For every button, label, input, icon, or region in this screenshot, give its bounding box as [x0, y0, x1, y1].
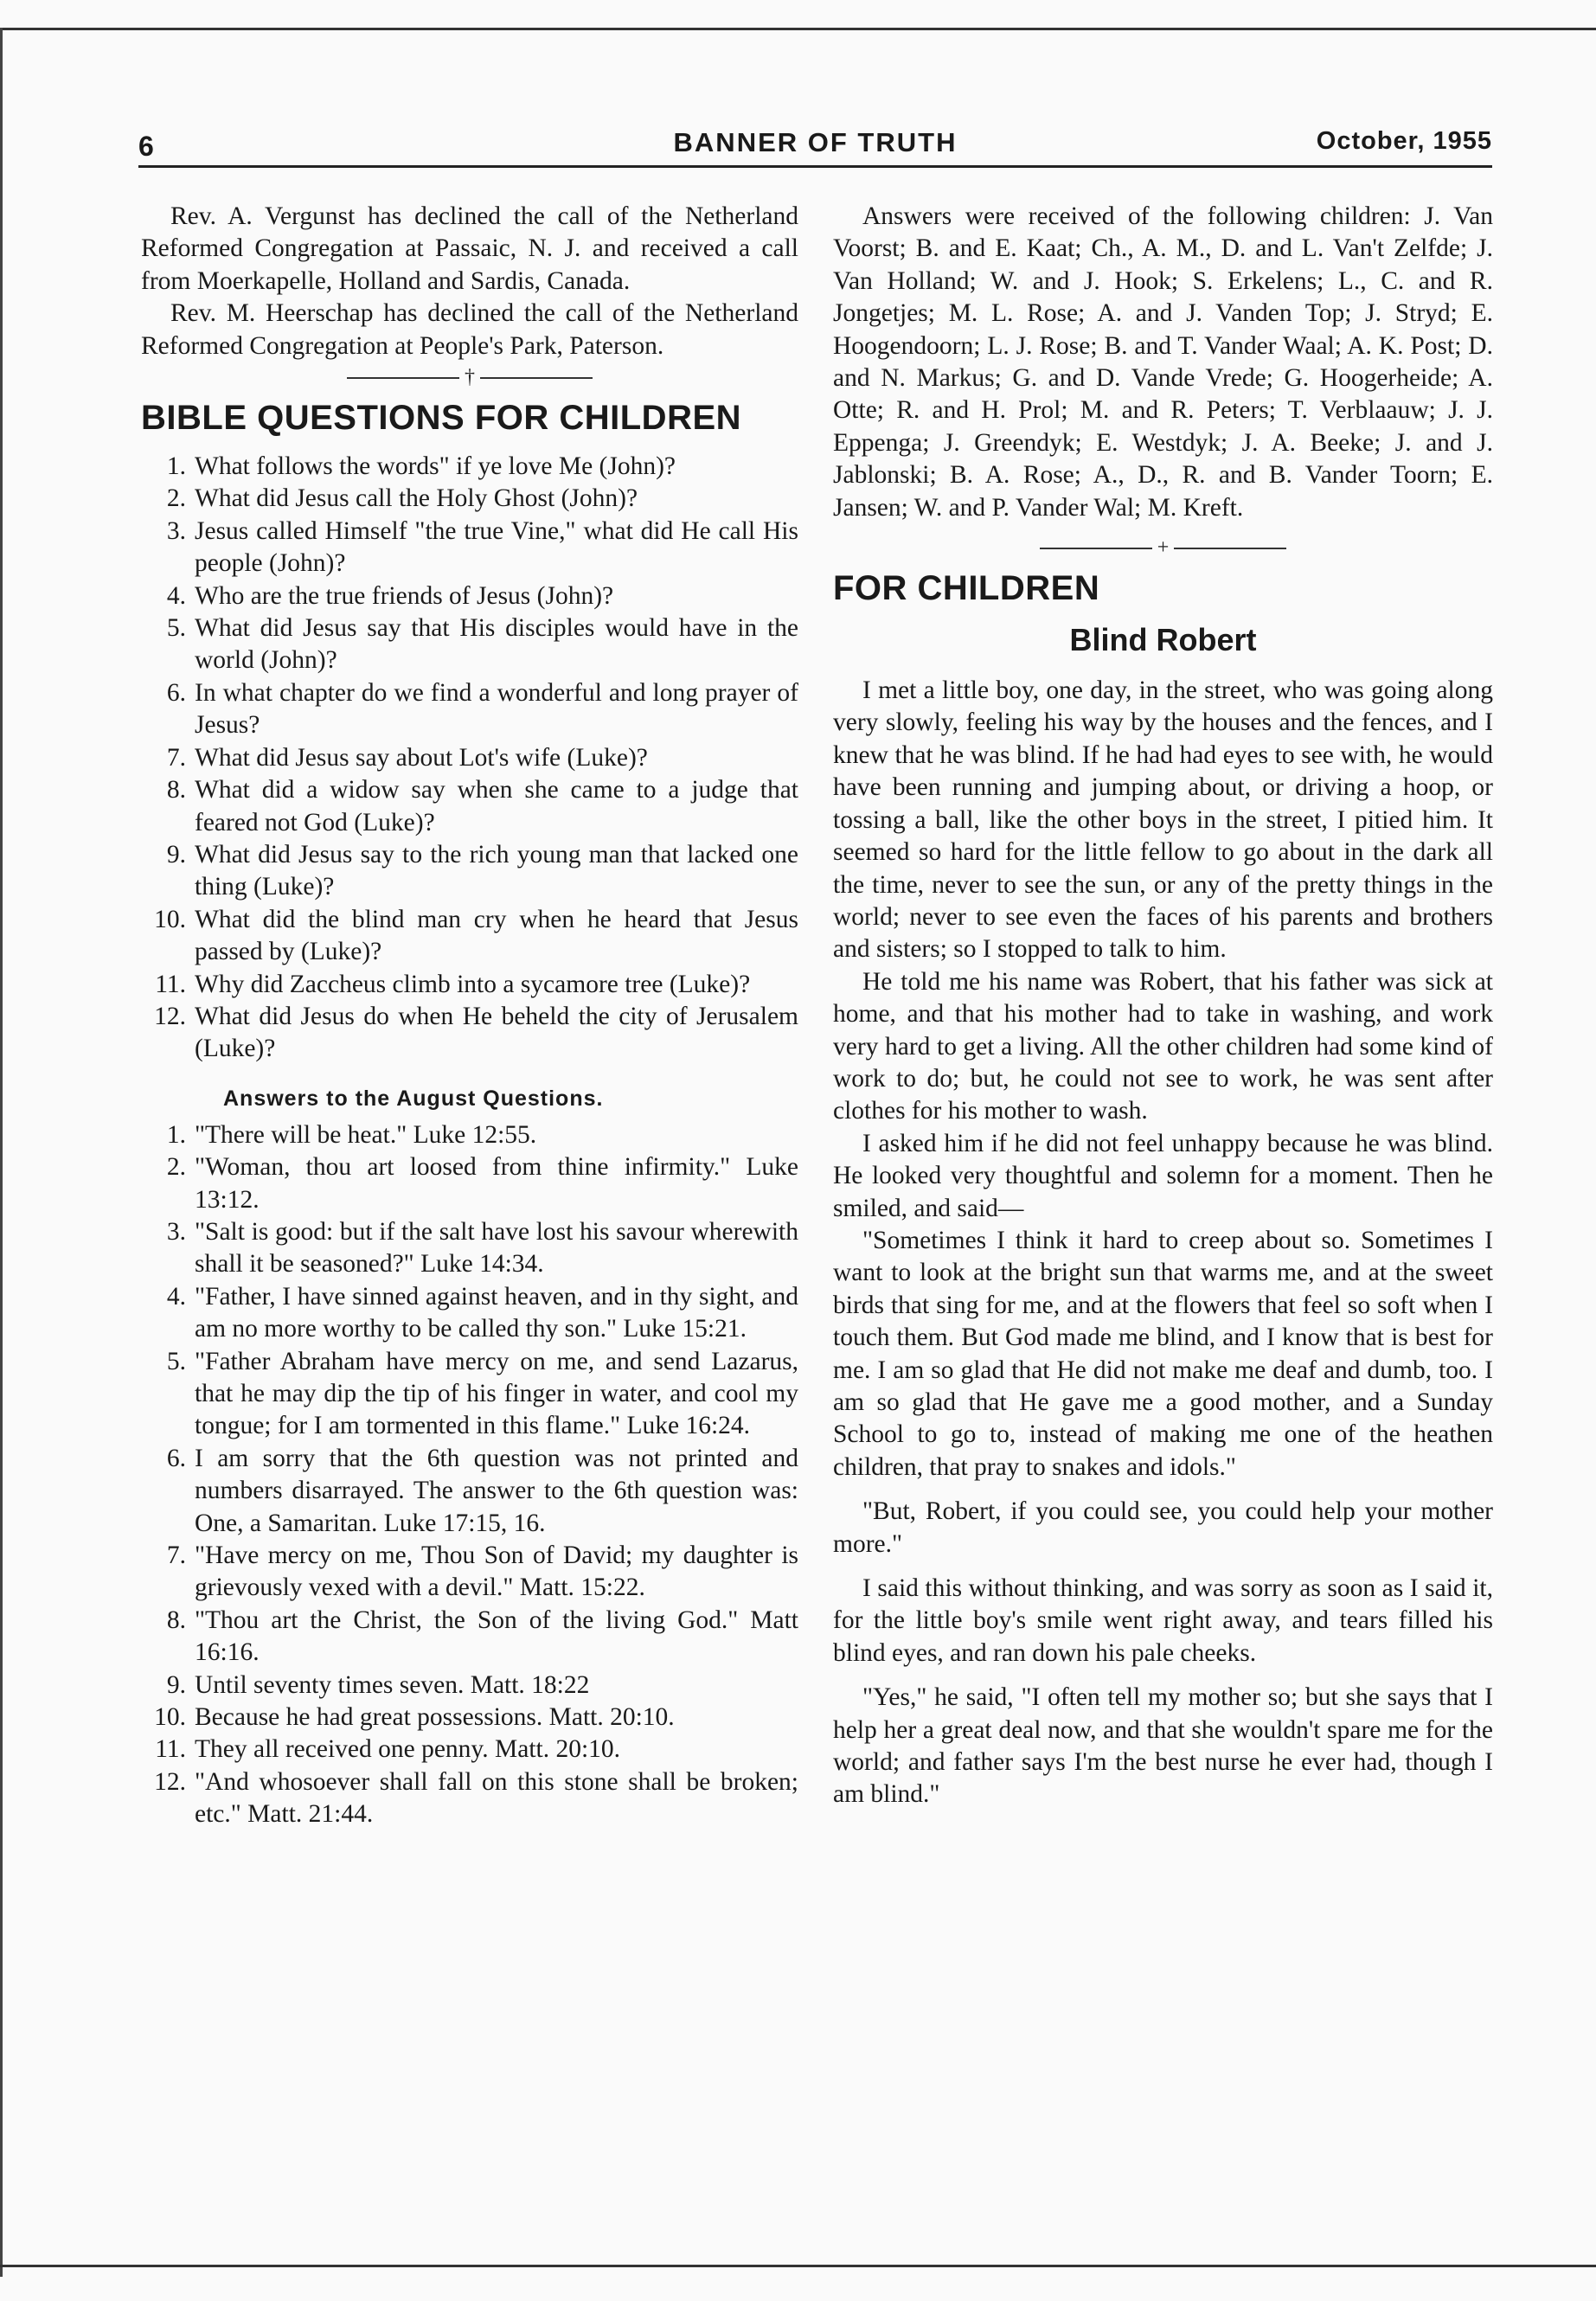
- news-item: Rev. A. Vergunst has declined the call of the Netherland Reformed Congregation at Passaic, N. J. and received a call from Moerkapelle, Holland and Sardis, Canada.: [141, 202, 798, 295]
- answers-received-paragraph: Answers were received of the following children: J. Van Voorst; B. and E. Kaat; Ch., A. M., D. and L. Van't Zelfde; J. Van Holland; W. and J. Hook; S. Erkelens; L., C. and R. Jongetjes; M. L. Rose; A. and J. Vanden Top; J. Stryd; E. Hoogendoorn; L. J. Rose; B. and T. Vander Waal; A. K. Post; D. and N. Markus; G. and D. Vande Vrede; G. Hoogerheide; A. Otte; R. and H. Prol; M. and R. Peters; T. Verblaauw; J. J. Eppenga; J. Greendyk; E. Westdyk; J. A. Beeke; J. and J. Jablonski; B. A. Rose; A., D., R. and B. Vander Toorn; E. Jansen; W. and P. Vander Wal; M. Kreft.: [833, 202, 1493, 522]
- list-item: 4. Who are the true friends of Jesus (John)?: [166, 581, 614, 610]
- issue-date: October, 1955: [1316, 127, 1492, 155]
- dagger-glyph: †: [465, 366, 475, 389]
- questions-list: [141, 451, 798, 1066]
- right-column: [833, 201, 1493, 1811]
- list-item: 7. What did Jesus say about Lot's wife (Luke)?: [166, 743, 648, 772]
- list-item: 1. "There will be heat." Luke 12:55.: [166, 1120, 537, 1149]
- list-item: 1. What follows the words" if ye love Me (John)?: [166, 452, 676, 481]
- list-item: 2. "Woman, thou art loosed from thine infirmity." Luke 13:12.: [166, 1153, 798, 1214]
- list-item: 4. "Father, I have sinned against heaven, and in thy sight, and am no more worthy to be called thy son." Luke 15:21.: [166, 1282, 798, 1343]
- page-border-top: [0, 28, 1596, 30]
- list-item: 5. "Father Abraham have mercy on me, and send Lazarus, that he may dip the tip of his finger in water, and cool my tongue; for I am tormented in this flame." Luke 16:24.: [166, 1347, 798, 1440]
- story-paragraph: "But, Robert, if you could see, you could help your mother more.": [833, 1497, 1493, 1558]
- list-item: 6. In what chapter do we find a wonderful and long prayer of Jesus?: [166, 678, 798, 740]
- cross-glyph: +: [1157, 536, 1170, 560]
- list-item: 5. What did Jesus say that His disciples would have in the world (John)?: [166, 614, 798, 675]
- story-paragraph: I said this without thinking, and was sorry as soon as I said it, for the little boy's smile went right away, and tears filled his blind eyes, and ran down his pale cheeks.: [833, 1574, 1493, 1667]
- page-border-left: [0, 28, 3, 2277]
- questions-heading: BIBLE QUESTIONS FOR CHILDREN: [141, 399, 742, 438]
- list-item: 8. "Thou art the Christ, the Son of the living God." Matt 16:16.: [166, 1606, 798, 1667]
- story-paragraph: "Sometimes I think it hard to creep about so. Sometimes I want to look at the bright sun that warms me, and at the sweet birds that sing for me, and at the flowers that feel so soft when I touch them. But God made me blind, and I know that is best for me. I am so glad that He did not make me deaf and dumb, too. I am so glad that He gave me a good mother, and a Sunday School to go to, instead of making me one of the heathen children, that pray to snakes and idols.": [833, 1226, 1493, 1481]
- list-item: 3. Jesus called Himself "the true Vine," what did He call His people (John)?: [166, 516, 798, 578]
- list-item: 6. I am sorry that the 6th question was not printed and numbers disarrayed. The answer to the 6th question was: One, a Samaritan. Luke 17:15, 16.: [166, 1444, 798, 1537]
- list-item: 11. They all received one penny. Matt. 20:10.: [155, 1735, 621, 1764]
- list-item: 9. Until seventy times seven. Matt. 18:22: [166, 1670, 590, 1699]
- list-item: 10. What did the blind man cry when he heard that Jesus passed by (Luke)?: [154, 905, 798, 966]
- story-title: Blind Robert: [1069, 622, 1257, 658]
- left-column: [141, 201, 798, 1831]
- news-item: Rev. M. Heerschap has declined the call of the Netherland Reformed Congregation at People's Park, Paterson.: [141, 299, 798, 360]
- publication-title: BANNER OF TRUTH: [673, 127, 958, 157]
- header-rule: [138, 165, 1492, 168]
- list-item: 2. What did Jesus call the Holy Ghost (John)?: [166, 484, 638, 513]
- story-paragraph: I met a little boy, one day, in the street, who was going along very slowly, feeling his way by the houses and the fences, and I knew that he was blind. If he had had eyes to see with, he would have been running and jumping about, or driving a hoop, or tossing a ball, like the other boys in the street, I pitied him. It seemed so hard for the little fellow to go about in the dark all the time, never to see the sun, or any of the pretty things in the world; never to see even the faces of his parents and brothers and sisters; so I stopped to talk to him.: [833, 676, 1493, 964]
- page-number: 6: [138, 131, 154, 162]
- list-item: 10. Because he had great possessions. Matt. 20:10.: [154, 1703, 675, 1732]
- list-item: 12. "And whosoever shall fall on this stone shall be broken; etc." Matt. 21:44.: [154, 1767, 798, 1829]
- answers-list: [141, 1119, 798, 1831]
- section-divider: [833, 533, 1493, 564]
- list-item: 3. "Salt is good: but if the salt have lost his savour wherewith shall it be seasoned?" Luke 14:34.: [166, 1217, 798, 1279]
- page-header: [138, 124, 1492, 167]
- story-paragraph: He told me his name was Robert, that his father was sick at home, and that his mother had to take in washing, and work very hard to get a living. All the other children had some kind of work to do; but, he could not see to work, he was sent after clothes for his mother to wash.: [833, 967, 1493, 1125]
- list-item: 11. Why did Zaccheus climb into a sycamore tree (Luke)?: [155, 970, 751, 998]
- for-children-heading: FOR CHILDREN: [833, 569, 1100, 608]
- list-item: 12. What did Jesus do when He beheld the city of Jerusalem (Luke)?: [154, 1002, 798, 1063]
- section-divider: [141, 362, 798, 394]
- page-border-bottom: [0, 2265, 1596, 2267]
- list-item: 8. What did a widow say when she came to a judge that feared not God (Luke)?: [166, 776, 798, 836]
- story-paragraph: I asked him if he did not feel unhappy because he was blind. He looked very thoughtful and solemn for a moment. Then he smiled, and said—: [833, 1129, 1493, 1222]
- story-paragraph: "Yes," he said, "I often tell my mother so; but she says that I help her a great deal now, and that she wouldn't spare me for the world; and father says I'm the best nurse he ever had, though I am blind.": [833, 1683, 1493, 1809]
- list-item: 9. What did Jesus say to the rich young man that lacked one thing (Luke)?: [166, 840, 798, 901]
- list-item: 7. "Have mercy on me, Thou Son of David; my daughter is grievously vexed with a devil." Matt. 15:22.: [166, 1541, 798, 1602]
- answers-heading: Answers to the August Questions.: [223, 1086, 604, 1111]
